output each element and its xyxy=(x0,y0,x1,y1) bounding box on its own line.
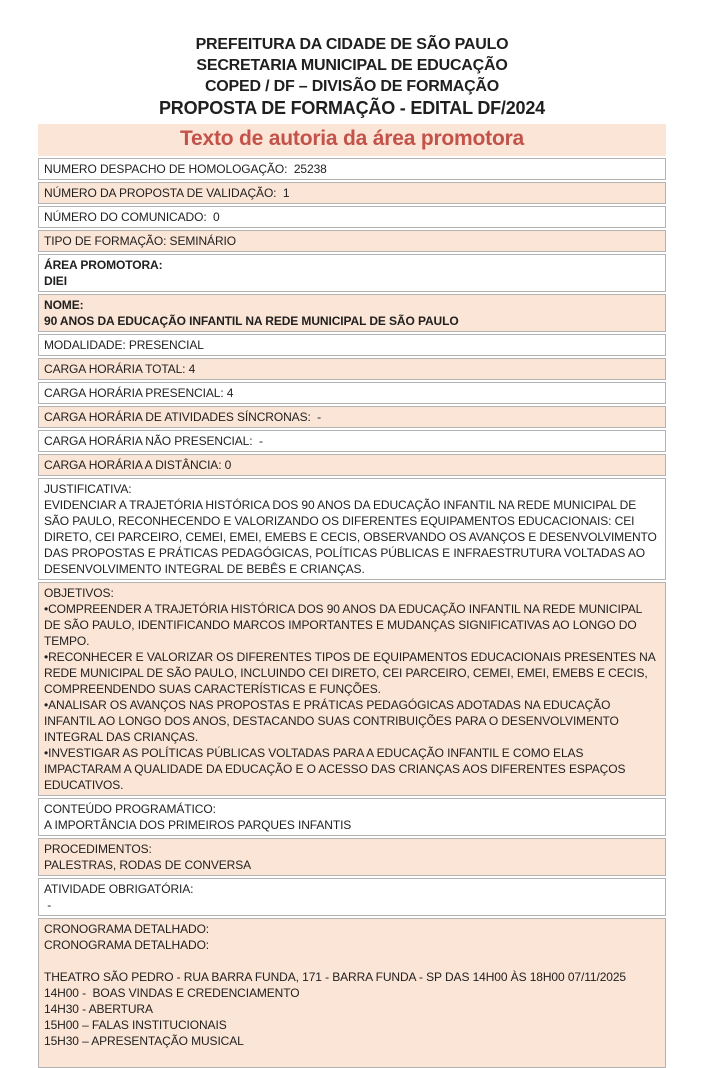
field-line: 14H00 - BOAS VINDAS E CREDENCIAMENTO xyxy=(44,986,300,1000)
header-line: COPED / DF – DIVISÃO DE FORMAÇÃO xyxy=(204,78,500,95)
field-row xyxy=(38,918,666,1068)
field-line: 14H30 - ABERTURA xyxy=(44,1002,153,1016)
field-line: THEATRO SÃO PEDRO - RUA BARRA FUNDA, 171 - BARRA FUNDA - SP DAS 14H00 ÀS 18H00 07/11/2025 xyxy=(44,970,626,984)
header-line: PROPOSTA DE FORMAÇÃO - EDITAL DF/2024 xyxy=(159,98,545,118)
field-row xyxy=(38,838,666,876)
field-line: CONTEÚDO PROGRAMÁTICO: xyxy=(44,802,216,816)
field-line: CARGA HORÁRIA PRESENCIAL: 4 xyxy=(44,386,234,400)
field-line: EVIDENCIAR A TRAJETÓRIA HISTÓRICA DOS 90 ANOS DA EDUCAÇÃO INFANTIL NA REDE MUNICIPAL DE SÃO PAULO, RECONHECENDO E VALORIZANDO OS DIFERENTES EQUIPAMENTOS EDUCACIONAIS: CEI DIRETO, CEI PARCEIRO, CEMEI, EMEI, EMEBS E CECIS, OBSERVANDO OS AVANÇOS E DESENVOLVIMENTO DAS PROPOSTAS E PRÁTICAS PEDAGÓGICAS, POLÍTICAS PÚBLICAS E INFRAESTRUTURA VOLTADAS AO DESENVOLVIMENTO INTEGRAL DE BEBÊS E CRIANÇAS. xyxy=(44,498,661,576)
field-line: •ANALISAR OS AVANÇOS NAS PROPOSTAS E PRÁTICAS PEDAGÓGICAS ADOTADAS NA EDUCAÇÃO INFANTIL AO LONGO DOS ANOS, DESTACANDO SUAS CONTRIBUIÇÕES PARA O DESENVOLVIMENTO INTEGRAL DAS CRIANÇAS. xyxy=(44,698,623,744)
field-line: NOME: xyxy=(44,298,84,312)
field-row xyxy=(38,206,666,228)
banner xyxy=(38,124,666,156)
field-line: CARGA HORÁRIA TOTAL: 4 xyxy=(44,362,196,376)
document-header xyxy=(38,34,666,120)
field-row xyxy=(38,382,666,404)
field-row xyxy=(38,230,666,252)
field-row xyxy=(38,582,666,796)
field-line: NÚMERO DO COMUNICADO: 0 xyxy=(44,210,220,224)
field-line: ÁREA PROMOTORA: xyxy=(44,258,163,272)
field-line: A IMPORTÂNCIA DOS PRIMEIROS PARQUES INFANTIS xyxy=(44,818,352,832)
field-line: JUSTIFICATIVA: xyxy=(44,482,132,496)
field-row xyxy=(38,182,666,204)
field-line: ATIVIDADE OBRIGATÓRIA: xyxy=(44,882,194,896)
field-row xyxy=(38,334,666,356)
field-line: MODALIDADE: PRESENCIAL xyxy=(44,338,204,352)
field-row xyxy=(38,430,666,452)
field-line: CARGA HORÁRIA A DISTÂNCIA: 0 xyxy=(44,458,232,472)
field-line: NÚMERO DA PROPOSTA DE VALIDAÇÃO: 1 xyxy=(44,186,290,200)
field-line: NUMERO DESPACHO DE HOMOLOGAÇÃO: 25238 xyxy=(44,162,327,176)
field-line: TIPO DE FORMAÇÃO: SEMINÁRIO xyxy=(44,234,236,248)
field-row xyxy=(38,406,666,428)
field-row xyxy=(38,878,666,916)
field-line: 90 ANOS DA EDUCAÇÃO INFANTIL NA REDE MUNICIPAL DE SÃO PAULO xyxy=(44,314,459,328)
field-line: OBJETIVOS: xyxy=(44,586,114,600)
field-line xyxy=(44,953,660,969)
field-line: •COMPREENDER A TRAJETÓRIA HISTÓRICA DOS 90 ANOS DA EDUCAÇÃO INFANTIL NA REDE MUNICIPAL DE SÃO PAULO, IDENTIFICANDO MARCOS IMPORTANTES E MUDANÇAS SIGNIFICATIVAS AO LONGO DO TEMPO. xyxy=(44,602,645,648)
field-row xyxy=(38,798,666,836)
field-rows xyxy=(38,158,666,1068)
field-row xyxy=(38,358,666,380)
field-line: CARGA HORÁRIA NÃO PRESENCIAL: - xyxy=(44,434,263,448)
field-line: PALESTRAS, RODAS DE CONVERSA xyxy=(44,858,252,872)
field-line xyxy=(44,1049,660,1065)
field-line: CRONOGRAMA DETALHADO: xyxy=(44,938,210,952)
field-row xyxy=(38,454,666,476)
field-line: DIEI xyxy=(44,274,67,288)
field-line: •RECONHECER E VALORIZAR OS DIFERENTES TIPOS DE EQUIPAMENTOS EDUCACIONAIS PRESENTES NA REDE MUNICIPAL DE SÃO PAULO, INCLUINDO CEI DIRETO, CEI PARCEIRO, CEMEI, EMEI, EMEBS E CECIS, COMPREENDENDO SUAS CARACTERÍSTICAS E FUNÇÕES. xyxy=(44,650,659,696)
field-line: 15H30 – APRESENTAÇÃO MUSICAL xyxy=(44,1034,244,1048)
banner-title: Texto de autoria da área promotora xyxy=(179,127,525,150)
field-row xyxy=(38,158,666,180)
field-row xyxy=(38,478,666,580)
header-line: SECRETARIA MUNICIPAL DE EDUCAÇÃO xyxy=(196,57,508,74)
field-line: PROCEDIMENTOS: xyxy=(44,842,152,856)
field-row xyxy=(38,294,666,332)
field-line: - xyxy=(44,898,52,912)
header-line: PREFEITURA DA CIDADE DE SÃO PAULO xyxy=(195,36,509,53)
field-line: •INVESTIGAR AS POLÍTICAS PÚBLICAS VOLTADAS PARA A EDUCAÇÃO INFANTIL E COMO ELAS IMPACTARAM A QUALIDADE DA EDUCAÇÃO E O ACESSO DAS CRIANÇAS AOS DIFERENTES ESPAÇOS EDUCATIVOS. xyxy=(44,746,629,792)
field-row xyxy=(38,254,666,292)
field-line: CRONOGRAMA DETALHADO: xyxy=(44,922,210,936)
field-line: 15H00 – FALAS INSTITUCIONAIS xyxy=(44,1018,227,1032)
field-line: CARGA HORÁRIA DE ATIVIDADES SÍNCRONAS: - xyxy=(44,410,322,424)
